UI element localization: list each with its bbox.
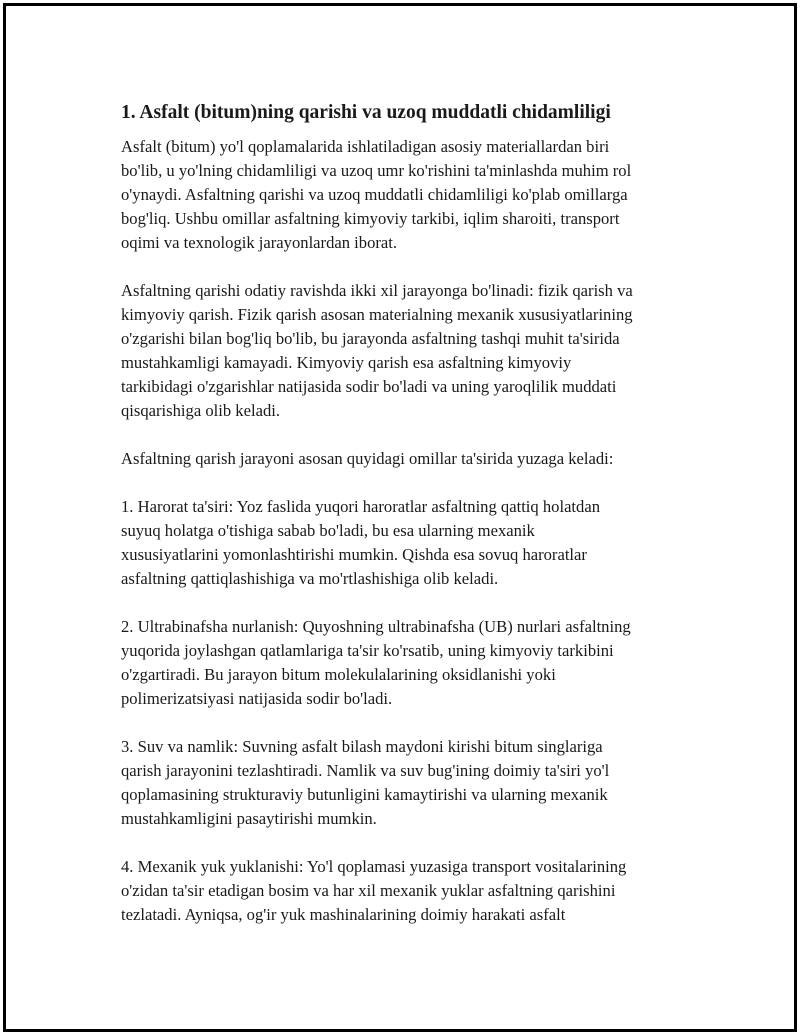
document-body: [121, 99, 701, 927]
page-frame: [3, 3, 797, 1032]
paragraph-factor-ultraviolet: 2. Ultrabinafsha nurlanish: Quyoshning ultrabinafsha (UB) nurlari asfaltning yuqorida joylashgan qatlamlariga ta'sir ko'rsatib, uning kimyoviy tarkibini o'zgartiradi. Bu jarayon bitum molekulalarining oksidlanishi yoki polimerizatsiyasi natijasida sodir bo'ladi.: [121, 617, 631, 708]
paragraph-factor-temperature: 1. Harorat ta'siri: Yoz faslida yuqori haroratlar asfaltning qattiq holatdan suyuq holatga o'tishiga sabab bo'ladi, bu esa ularning mexanik xususiyatlarini yomonlashtirishi mumkin. Qishda esa sovuq haroratlar asfaltning qattiqlashishiga va mo'rtlashishiga olib keladi.: [121, 497, 601, 588]
document-title: 1. Asfalt (bitum)ning qarishi va uzoq muddatli chidamliligi: [121, 102, 611, 123]
paragraph-factor-mechanical-load: 4. Mexanik yuk yuklanishi: Yo'l qoplamasi yuzasiga transport vositalarining o'zidan ta'sir etadigan bosim va har xil mexanik yuklar asfaltning qarishini tezlatadi. Ayniqsa, og'ir yuk mashinalarining doimiy harakati asfalt: [121, 857, 627, 924]
paragraph-factor-water: 3. Suv va namlik: Suvning asfalt bilash maydoni kirishi bitum singlariga qarish jarayonini tezlashtiradi. Namlik va suv bug'ining doimiy ta'siri yo'l qoplamasining strukturaviy butunligini kamaytirishi va ularning mexanik mustahkamligini pasaytirishi mumkin.: [121, 737, 610, 828]
paragraph-intro: Asfalt (bitum) yo'l qoplamalarida ishlatiladigan asosiy materiallardan biri bo'lib, u yo'lning chidamliligi va uzoq umr ko'rishini ta'minlashda muhim rol o'ynaydi. Asfaltning qarishi va uzoq muddatli chidamliligi ko'plab omillarga bog'liq. Ushbu omillar asfaltning kimyoviy tarkibi, iqlim sharoiti, transport oqimi va texnologik jarayonlardan iborat.: [121, 137, 632, 252]
paragraph-factors-lead: Asfaltning qarish jarayoni asosan quyidagi omillar ta'sirida yuzaga keladi:: [121, 449, 614, 468]
paragraph-aging-types: Asfaltning qarishi odatiy ravishda ikki xil jarayonga bo'linadi: fizik qarish va kimyoviy qarish. Fizik qarish asosan materialning mexanik xususiyatlarining o'zgarishi bilan bog'liq bo'lib, bu jarayonda asfaltning tashqi muhit ta'sirida mustahkamligi kamayadi. Kimyoviy qarish esa asfaltning kimyoviy tarkibidagi o'zgarishlar natijasida sodir bo'ladi va uning yaroqlilik muddati qisqarishiga olib keladi.: [121, 281, 633, 420]
